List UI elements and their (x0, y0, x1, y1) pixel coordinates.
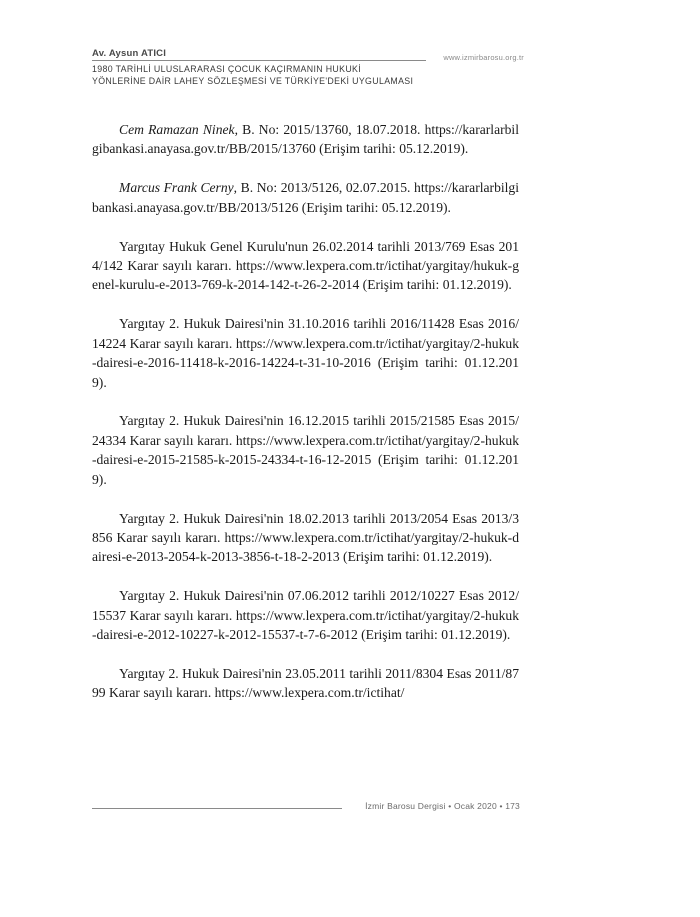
reference-list (92, 120, 519, 722)
reference-entry (92, 178, 519, 217)
reference-entry (92, 509, 519, 567)
reference-text: Yargıtay 2. Hukuk Dairesi'nin 23.05.2011 tarihli 2011/8304 Esas 2011/8799 Karar sayılı kararı. https://www.lexpera.com.tr/ictihat/ (92, 666, 519, 701)
reference-entry (92, 586, 519, 644)
issue-date: Ocak 2020 (453, 801, 497, 811)
website-url: www.izmirbarosu.org.tr (443, 53, 524, 62)
separator: • (499, 801, 503, 811)
article-title-line-2: YÖNLERİNE DAİR LAHEY SÖZLEŞMESİ VE TÜRKİYE'DEKİ UYGULAMASI (92, 76, 414, 86)
reference-entry (92, 237, 519, 295)
reference-text: Yargıtay 2. Hukuk Dairesi'nin 18.02.2013 tarihli 2013/2054 Esas 2013/3856 Karar sayılı kararı. https://www.lexpera.com.tr/ictihat/yargitay/2-hukuk-dairesi-e-2013-2054-k-2013-3856-t-18-2-2013 (Erişim tarihi: 01.12.2019). (92, 510, 519, 565)
header-divider (92, 60, 426, 61)
reference-text: Yargıtay 2. Hukuk Dairesi'nin 07.06.2012 tarihli 2012/10227 Esas 2012/15537 Karar sayılı kararı. https://www.lexpera.com.tr/ictihat/yargitay/2-hukuk-dairesi-e-2012-10227-k-2012-15537-t-7-6-2012 (Erişim tarihi: 01.12.2019). (92, 588, 519, 643)
journal-name: İzmir Barosu Dergisi (365, 801, 446, 811)
separator: • (448, 801, 452, 811)
article-title-line-1: 1980 TARİHLİ ULUSLARARASI ÇOCUK KAÇIRMANIN HUKUKİ (92, 64, 362, 74)
reference-text: , B. No: 2015/13760, 18.07.2018. https://kararlarbilgibankasi.anayasa.gov.tr/BB/2015/13760 (Erişim tarihi: 05.12.2019). (92, 122, 519, 157)
footer-divider (92, 808, 342, 809)
author-name: Av. Aysun ATICI (92, 48, 167, 59)
reference-entry (92, 314, 519, 392)
reference-text: Yargıtay Hukuk Genel Kurulu'nun 26.02.2014 tarihli 2013/769 Esas 2014/142 Karar sayılı kararı. https://www.lexpera.com.tr/ictihat/yargitay/hukuk-genel-kurulu-e-2013-769-k-2014-142-t-26-2-2014 (Erişim tarihi: 01.12.2019). (92, 238, 519, 293)
reference-entry (92, 664, 519, 703)
page-number: 173 (505, 801, 520, 811)
page-header (92, 47, 524, 87)
reference-text: , B. No: 2013/5126, 02.07.2015. https://kararlarbilgibankasi.anayasa.gov.tr/BB/2013/5126 (Erişim tarihi: 05.12.2019). (92, 180, 519, 215)
case-name: Marcus Frank Cerny (119, 180, 234, 196)
reference-text: Yargıtay 2. Hukuk Dairesi'nin 31.10.2016 tarihli 2016/11428 Esas 2016/14224 Karar sayılı kararı. https://www.lexpera.com.tr/ictihat/yargitay/2-hukuk-dairesi-e-2016-11418-k-2016-14224-t-31-10-2016 (Erişim tarihi: 01.12.2019). (92, 316, 519, 390)
reference-entry (92, 120, 519, 159)
reference-text: Yargıtay 2. Hukuk Dairesi'nin 16.12.2015 tarihli 2015/21585 Esas 2015/24334 Karar sayılı kararı. https://www.lexpera.com.tr/ictihat/yargitay/2-hukuk-dairesi-e-2015-21585-k-2015-24334-t-16-12-2015 (Erişim tarihi: 01.12.2019). (92, 413, 519, 487)
article-title (92, 63, 524, 87)
case-name: Cem Ramazan Ninek (119, 122, 235, 137)
page-footer (365, 801, 520, 811)
reference-entry (92, 411, 519, 489)
